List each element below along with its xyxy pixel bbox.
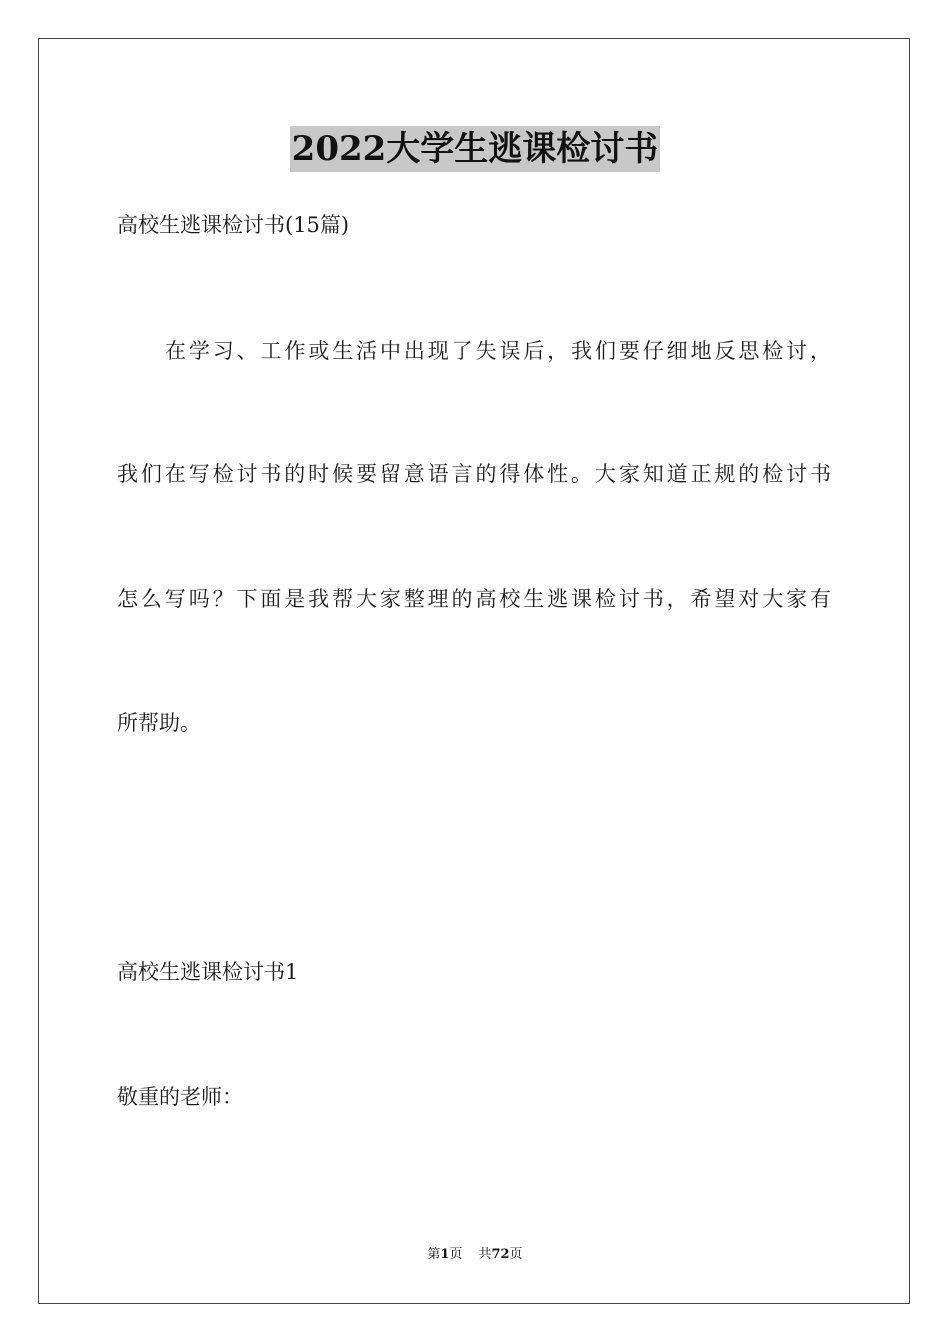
intro-line-3: 怎么写吗？下面是我帮大家整理的高校生逃课检讨书，希望对大家有: [117, 587, 831, 611]
section-heading: 高校生逃课检讨书1: [117, 960, 299, 984]
intro-line-1: 在学习、工作或生活中出现了失误后，我们要仔细地反思检讨，: [165, 339, 831, 363]
intro-line-2: 我们在写检讨书的时候要留意语言的得体性。大家知道正规的检讨书: [117, 462, 831, 486]
document-title: 2022大学生逃课检讨书: [290, 126, 661, 172]
intro-line-4: 所帮助。: [117, 711, 201, 735]
page-suffix: 页: [449, 1247, 463, 1262]
page-prefix: 第: [427, 1247, 441, 1262]
page-number: 1: [440, 1247, 450, 1262]
salutation: 敬重的老师：: [117, 1085, 243, 1109]
total-pages: 72: [491, 1247, 510, 1262]
subtitle: 高校生逃课检讨书(15篇): [117, 213, 350, 237]
total-suffix: 页: [509, 1247, 523, 1262]
page-footer: [0, 1246, 950, 1264]
total-prefix: 共: [478, 1247, 492, 1262]
title-block: [0, 126, 950, 172]
